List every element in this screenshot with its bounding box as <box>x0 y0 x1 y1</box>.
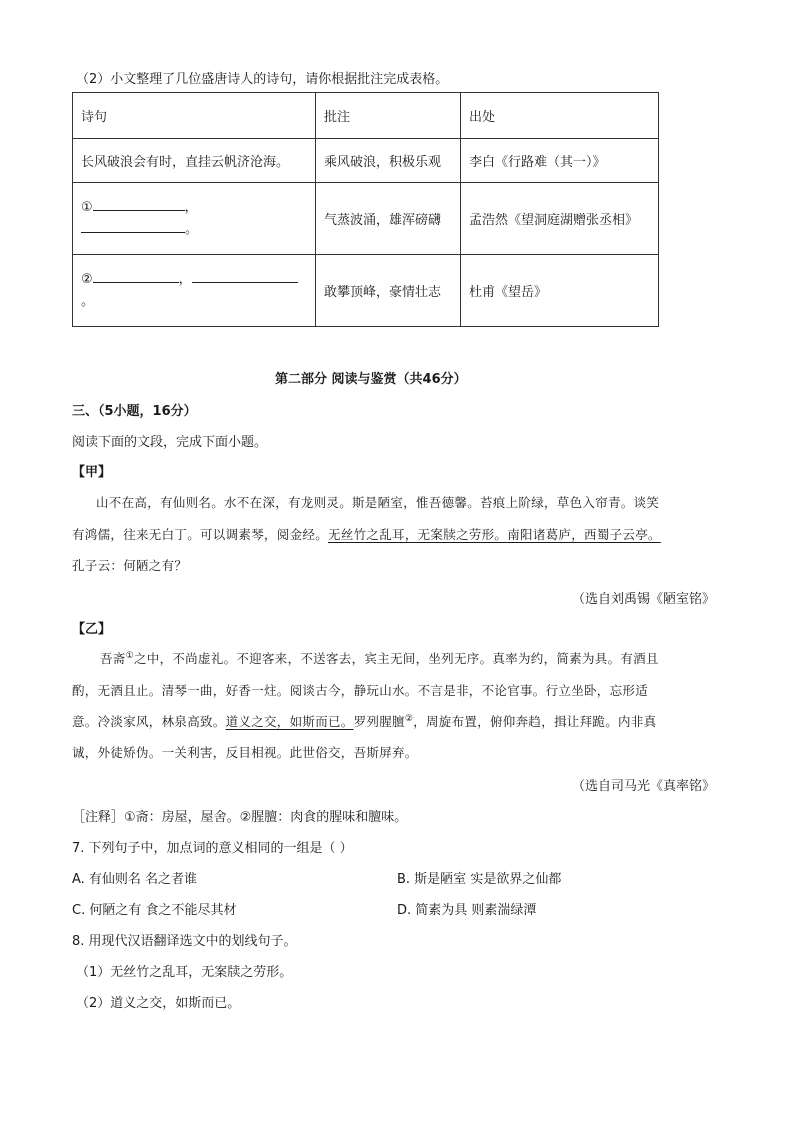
row1-note: 乘风破浪，积极乐观 <box>316 139 461 183</box>
row1-verse: 长风破浪会有时，直挂云帆济沧海。 <box>73 139 316 183</box>
row3-source: 杜甫《望岳》 <box>461 255 659 327</box>
question-7-option-d[interactable]: D. 简素为具 则素湍绿潭 <box>397 903 537 918</box>
row3-verse-cell <box>73 255 316 327</box>
question-8-stem: 8. 用现代汉语翻译选文中的划线句子。 <box>72 934 297 949</box>
header-source: 出处 <box>461 93 659 139</box>
row3-verse-comma: ， <box>178 271 192 287</box>
underlined-sentence-2: 道义之交，如斯而已。 <box>225 714 354 729</box>
row2-verse-cell <box>73 183 316 255</box>
underlined-sentence-1: 无丝竹之乱耳，无案牍之劳形。 <box>328 527 508 542</box>
row1-source: 李白《行路难（其一）》 <box>461 139 659 183</box>
passage-jia-line-2a: 有鸿儒，往来无白丁。可以调素琴，阅金经。 <box>72 527 329 542</box>
annotation-note: ［注释］①斋：房屋，屋舍。②腥膻：肉食的腥味和膻味。 <box>72 810 408 825</box>
question-7-stem: 7. 下列句子中，加点词的意义相同的一组是（ ） <box>72 841 353 856</box>
table-row <box>73 139 659 183</box>
table-header-row <box>73 93 659 139</box>
passage-yi-line-4: 诚，外徒矫伪。一关利害，反目相视。此世俗交，吾斯屏弃。 <box>72 745 418 760</box>
row3-verse-period: 。 <box>81 293 95 309</box>
footnote-marker-1: ① <box>125 650 134 661</box>
header-note: 批注 <box>316 93 461 139</box>
passage-yi-line-1a: 吾斋 <box>100 651 126 666</box>
poetry-table <box>72 92 659 327</box>
passage-yi-line-3a: 意。冷淡家风，林泉高致。 <box>72 714 226 729</box>
passage-yi-line-1 <box>100 649 659 667</box>
passage-jia-label: 【甲】 <box>72 465 112 480</box>
row3-verse-number: ② <box>81 271 93 287</box>
row2-verse-number: ① <box>81 199 93 215</box>
row2-source: 孟浩然《望洞庭湖赠张丞相》 <box>461 183 659 255</box>
row2-note: 气蒸波涌，雄浑磅礴 <box>316 183 461 255</box>
passage-yi-line-1b: 之中，不尚虚礼。不迎客来，不送客去，宾主无间，坐列无序。真率为约，简素为具。有酒且 <box>133 651 659 666</box>
table-row <box>73 183 659 255</box>
answer-blank-2b[interactable] <box>192 270 298 283</box>
passage-yi-line-2: 酌，无酒且止。清琴一曲，好香一炷。阅谈古今，静玩山水。不言是非，不论官事。行立坐卧，忘形适 <box>72 683 649 698</box>
row2-verse-comma: ， <box>184 199 198 215</box>
passage-yi-label: 【乙】 <box>72 622 112 637</box>
part-2-title: 第二部分 阅读与鉴赏（共46分） <box>275 372 467 387</box>
passage-jia-line-1: 山不在高，有仙则名。水不在深，有龙则灵。斯是陋室，惟吾德馨。苔痕上阶绿，草色入帘青。谈笑 <box>96 495 660 510</box>
passage-yi-line-3c: ，周旋布置，俯仰奔趋，揖让拜跪。内非真 <box>413 714 657 729</box>
footnote-marker-2: ② <box>404 713 414 724</box>
question-7-option-a[interactable]: A. 有仙则名 名之者谁 <box>72 872 198 887</box>
passage-jia-line-2b: 南阳诸葛庐，西蜀子云亭。 <box>507 527 661 542</box>
answer-blank-1a[interactable] <box>93 198 185 211</box>
question-7-option-b[interactable]: B. 斯是陋室 实是欲界之仙都 <box>397 872 562 887</box>
reading-instruction: 阅读下面的文段，完成下面小题。 <box>72 435 268 450</box>
answer-blank-1b[interactable] <box>81 220 185 233</box>
passage-jia-line-3: 孔子云：何陋之有？ <box>72 558 188 573</box>
header-verse: 诗句 <box>73 93 316 139</box>
question-8-item-2: （2）道义之交，如斯而已。 <box>76 996 241 1011</box>
section-3-title: 三、（5小题，16分） <box>72 404 197 419</box>
passage-yi-line-3 <box>72 712 656 730</box>
answer-blank-2a[interactable] <box>93 270 179 283</box>
passage-jia-line-2 <box>72 525 661 543</box>
passage-jia-source: （选自刘禹锡《陋室铭》 <box>571 592 715 607</box>
passage-yi-line-3b: 罗列腥膻 <box>353 714 405 729</box>
row2-verse-period: 。 <box>185 221 199 237</box>
table-row <box>73 255 659 327</box>
question-7-option-c[interactable]: C. 何陋之有 食之不能尽其材 <box>72 903 237 918</box>
passage-yi-source: （选自司马光《真率铭》 <box>571 779 715 794</box>
question-8-item-1: （1）无丝竹之乱耳，无案牍之劳形。 <box>76 965 293 980</box>
row3-note: 敢攀顶峰，豪情壮志 <box>316 255 461 327</box>
question-2-intro: （2）小文整理了几位盛唐诗人的诗句，请你根据批注完成表格。 <box>76 72 449 87</box>
